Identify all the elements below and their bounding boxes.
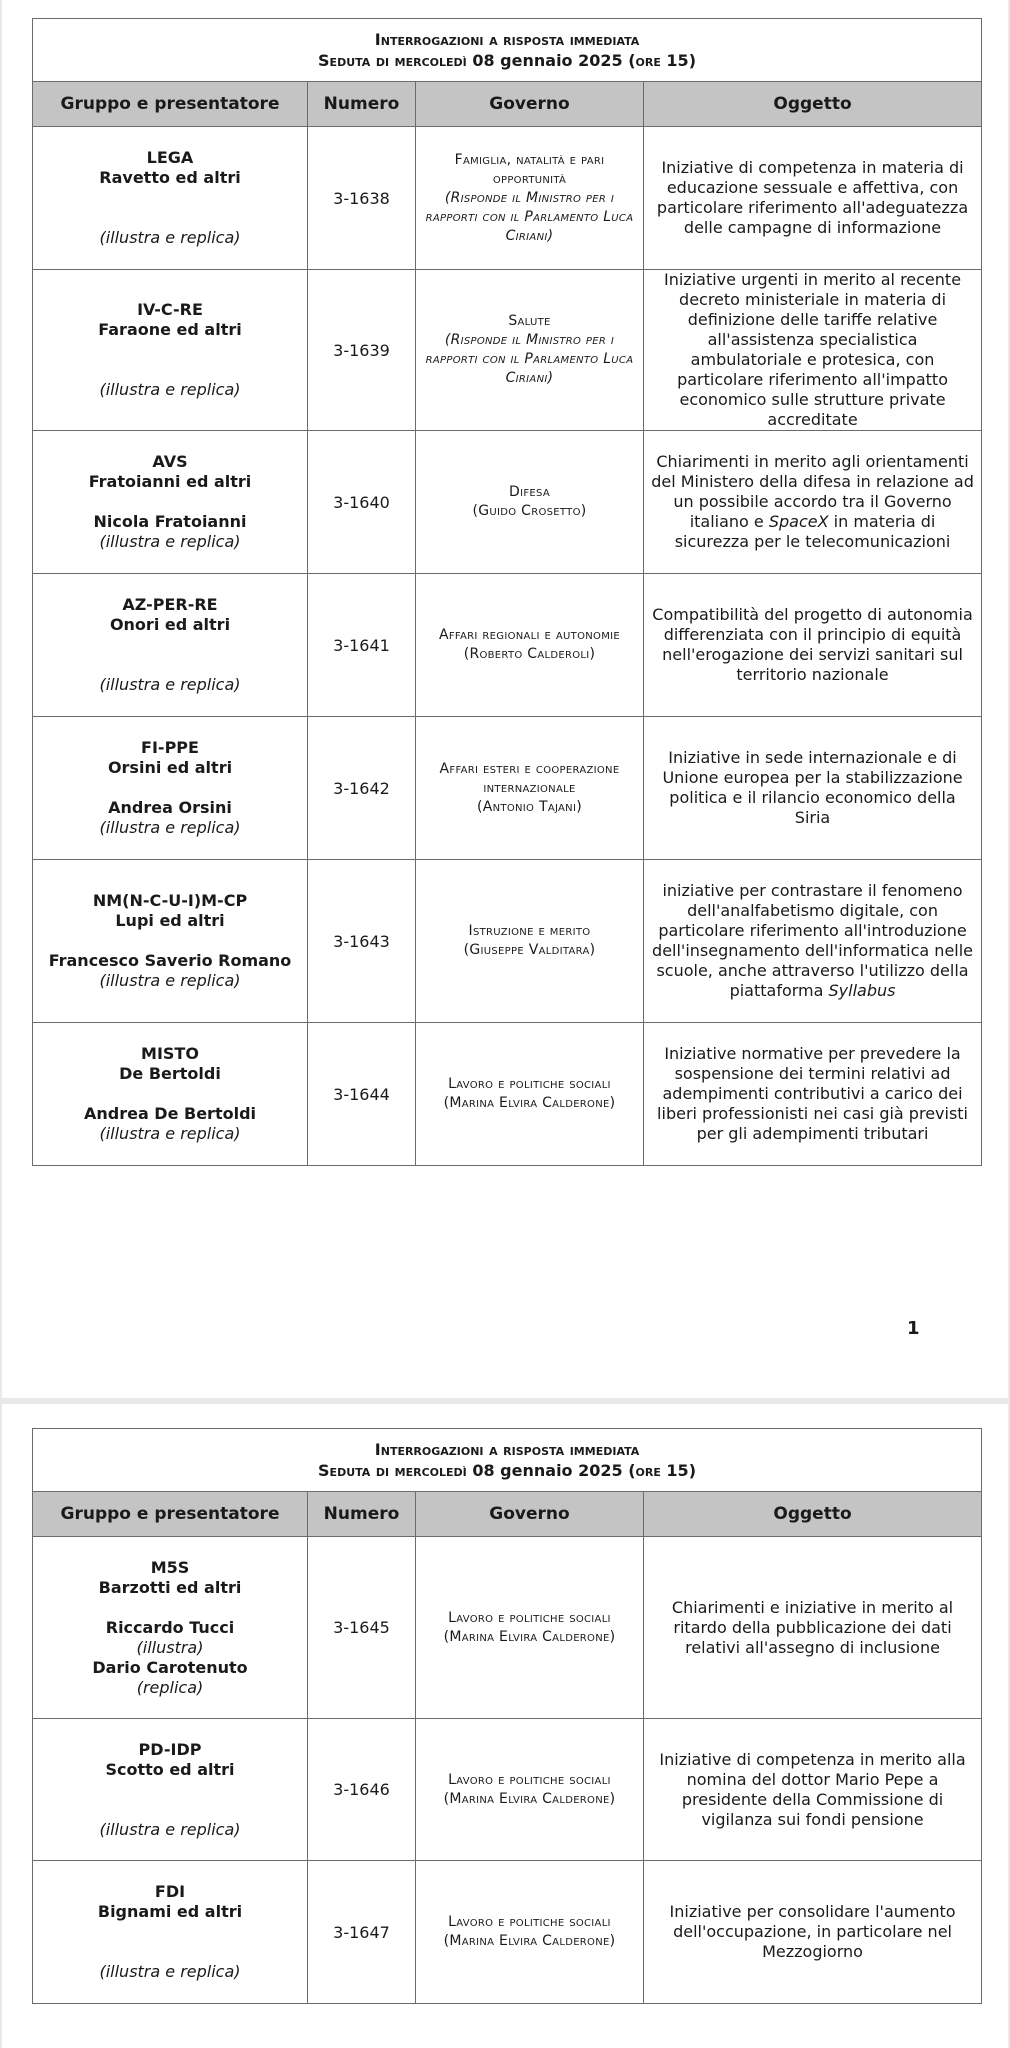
cell-oggetto xyxy=(644,270,982,431)
speaker-name: Riccardo Tucci xyxy=(105,1617,235,1637)
schedule-table xyxy=(32,18,982,1166)
session-subtitle xyxy=(39,1460,975,1481)
group-name: M5S xyxy=(150,1557,190,1577)
cell-gruppo xyxy=(33,127,308,270)
subject-text: Iniziative di competenza in merito alla nomina del dottor Mario Pepe a presidente della Commissione di vigilanza sui fondi pensione xyxy=(659,1749,966,1829)
cell-governo xyxy=(416,860,644,1023)
ministry-name: Lavoro e politiche sociali xyxy=(448,1914,611,1930)
minister-name: (Marina Elvira Calderone) xyxy=(443,1790,616,1807)
subject-text: Iniziative in sede internazionale e di Unione europea per la stabilizzazione politica e il rilancio economico della Siria xyxy=(662,748,963,827)
role-note: (illustra e replica) xyxy=(99,818,241,837)
cell-governo xyxy=(416,1719,644,1861)
column-header-numero: Numero xyxy=(308,82,416,127)
group-name: AVS xyxy=(152,452,188,471)
speaker-name: Andrea De Bertoldi xyxy=(83,1104,257,1123)
subject-emphasis: Syllabus xyxy=(828,981,896,1000)
ministry-name: Salute xyxy=(508,313,551,329)
column-header-governo: Governo xyxy=(416,82,644,127)
cell-gruppo xyxy=(33,1537,308,1719)
group-name: AZ-PER-RE xyxy=(122,595,218,614)
cell-oggetto xyxy=(644,574,982,717)
column-header-gruppo: Gruppo e presentatore xyxy=(33,1492,308,1537)
cell-numero: 3-1639 xyxy=(308,270,416,431)
cell-oggetto xyxy=(644,1719,982,1861)
speaker-name: Andrea Orsini xyxy=(108,798,232,817)
cell-governo xyxy=(416,717,644,860)
cell-governo xyxy=(416,1023,644,1166)
cell-oggetto xyxy=(644,1537,982,1719)
minister-name: (Roberto Calderoli) xyxy=(463,646,596,662)
cell-oggetto xyxy=(644,860,982,1023)
cell-oggetto xyxy=(644,431,982,574)
cell-gruppo xyxy=(33,270,308,431)
table-row xyxy=(33,431,982,574)
group-name: LEGA xyxy=(146,148,194,167)
speaker-name: Nicola Fratoianni xyxy=(93,512,247,531)
group-name: FI-PPE xyxy=(141,738,199,757)
cell-oggetto xyxy=(644,1861,982,2004)
document-title: Interrogazioni a risposta immediata xyxy=(374,1440,640,1459)
cell-gruppo xyxy=(33,860,308,1023)
column-header-oggetto: Oggetto xyxy=(644,1492,982,1537)
cell-gruppo xyxy=(33,1023,308,1166)
subject-emphasis: SpaceX xyxy=(768,512,829,531)
session-time: (ore 15) xyxy=(622,51,697,70)
column-header-numero: Numero xyxy=(308,1492,416,1537)
presenter-name: Onori ed altri xyxy=(109,615,231,634)
group-name: FDI xyxy=(154,1882,186,1901)
cell-governo xyxy=(416,574,644,717)
page-number: 1 xyxy=(907,1318,920,1339)
subject-text: Iniziative urgenti in merito al recente decreto ministeriale in materia di definizione delle tariffe relative all'assistenza specialistica ambulatoriale e protesica, con particolare riferimento all'impatto economico sulle strutture private accreditate xyxy=(664,270,962,429)
role-note: (illustra e replica) xyxy=(99,1962,241,1981)
cell-numero: 3-1644 xyxy=(308,1023,416,1166)
ministry-name: Lavoro e politiche sociali xyxy=(448,1609,611,1626)
ministry-name: Affari esteri e cooperazione internazionale xyxy=(439,760,620,796)
cell-numero: 3-1638 xyxy=(308,127,416,270)
speaker2-name: Dario Carotenuto xyxy=(92,1657,248,1677)
subject-text: Chiarimenti e iniziative in merito al ritardo della pubblicazione dei dati relativi all'assegno di inclusione xyxy=(671,1597,954,1657)
minister-name: (Giuseppe Valditara) xyxy=(463,942,596,958)
ministry-name: Istruzione e merito xyxy=(468,923,591,939)
presenter-name: Barzotti ed altri xyxy=(98,1577,242,1597)
cell-governo xyxy=(416,127,644,270)
group-name: IV-C-RE xyxy=(137,300,203,319)
role-note: (illustra e replica) xyxy=(99,380,241,399)
schedule-table xyxy=(32,1428,982,2004)
cell-numero: 3-1643 xyxy=(308,860,416,1023)
table-row xyxy=(33,717,982,860)
table-row xyxy=(33,1861,982,2004)
table-row xyxy=(33,1537,982,1719)
minister-name: (Marina Elvira Calderone) xyxy=(443,1933,616,1949)
cell-gruppo xyxy=(33,717,308,860)
session-subtitle xyxy=(39,50,975,71)
document-page-2 xyxy=(2,1404,1008,2048)
minister-name: (Marina Elvira Calderone) xyxy=(443,1095,616,1111)
subject-text: iniziative per contrastare il fenomeno dell'analfabetismo digitale, con particolare riferimento all'introduzione dell'insegnamento dell'informatica nelle scuole, anche attraverso l'utilizzo della piattaforma xyxy=(652,881,974,1000)
subtitle-pre: Seduta di mercoledì xyxy=(318,1461,473,1480)
presenter-name: Scotto ed altri xyxy=(105,1759,235,1779)
minister-name: (Risponde il Ministro per i rapporti con il Parlamento Luca Ciriani) xyxy=(425,332,634,386)
subject-text: Iniziative per consolidare l'aumento dell'occupazione, in particolare nel Mezzogiorno xyxy=(669,1902,956,1961)
speaker-name: Francesco Saverio Romano xyxy=(48,951,292,970)
cell-numero: 3-1645 xyxy=(308,1537,416,1719)
cell-numero: 3-1646 xyxy=(308,1719,416,1861)
ministry-name: Famiglia, natalità e pari opportunità xyxy=(454,151,605,187)
table-header-row xyxy=(33,1492,982,1537)
table-row xyxy=(33,127,982,270)
presenter-name: Bignami ed altri xyxy=(97,1902,243,1921)
table-header-row xyxy=(33,82,982,127)
presenter-name: De Bertoldi xyxy=(119,1064,221,1083)
group-name: MISTO xyxy=(141,1044,199,1063)
column-header-gruppo: Gruppo e presentatore xyxy=(33,82,308,127)
table-row xyxy=(33,1023,982,1166)
role-note: (illustra e replica) xyxy=(99,1819,241,1839)
ministry-name: Lavoro e politiche sociali xyxy=(448,1076,611,1092)
minister-name: (Antonio Tajani) xyxy=(477,798,582,815)
table-title-row xyxy=(33,19,982,82)
cell-gruppo xyxy=(33,1861,308,2004)
role-note: (illustra e replica) xyxy=(99,971,241,990)
column-header-oggetto: Oggetto xyxy=(644,82,982,127)
cell-numero: 3-1641 xyxy=(308,574,416,717)
subject-text-end: in materia di sicurezza per le telecomunicazioni xyxy=(674,512,951,551)
cell-numero: 3-1642 xyxy=(308,717,416,860)
column-header-governo: Governo xyxy=(416,1492,644,1537)
subject-text: Chiarimenti in merito agli orientamenti del Ministero della difesa in relazione ad un possibile accordo tra il Governo italiano e xyxy=(651,452,974,531)
presenter-name: Faraone ed altri xyxy=(98,320,242,339)
session-date: 08 gennaio 2025 xyxy=(472,51,623,70)
ministry-name: Affari regionali e autonomie xyxy=(438,627,621,643)
session-time: (ore 15) xyxy=(622,1461,697,1480)
cell-oggetto xyxy=(644,717,982,860)
subtitle-pre: Seduta di mercoledì xyxy=(318,51,473,70)
group-name: PD-IDP xyxy=(138,1739,202,1759)
role-note: (illustra e replica) xyxy=(99,532,241,551)
role-note: (illustra e replica) xyxy=(99,675,241,694)
role-note: (illustra e replica) xyxy=(99,1124,241,1143)
subject-text: Iniziative di competenza in materia di educazione sessuale e affettiva, con particolare riferimento all'adeguatezza delle campagne di informazione xyxy=(656,158,969,237)
cell-oggetto xyxy=(644,127,982,270)
table-row xyxy=(33,270,982,431)
speaker-role: (illustra) xyxy=(136,1637,204,1657)
table-row xyxy=(33,574,982,717)
subject-text: Compatibilità del progetto di autonomia differenziata con il principio di equità nell'erogazione dei servizi sanitari sul territorio nazionale xyxy=(652,605,973,684)
cell-gruppo xyxy=(33,1719,308,1861)
presenter-name: Orsini ed altri xyxy=(107,758,233,777)
presenter-name: Lupi ed altri xyxy=(115,911,225,930)
session-date: 08 gennaio 2025 xyxy=(472,1461,623,1480)
role-note: (illustra e replica) xyxy=(99,228,241,247)
document-page-1 xyxy=(2,0,1008,1398)
ministry-name: Difesa xyxy=(509,484,550,500)
table-row xyxy=(33,1719,982,1861)
cell-governo xyxy=(416,431,644,574)
cell-gruppo xyxy=(33,574,308,717)
minister-name: (Marina Elvira Calderone) xyxy=(443,1628,616,1645)
cell-governo xyxy=(416,270,644,431)
document-title: Interrogazioni a risposta immediata xyxy=(374,30,640,49)
speaker2-role: (replica) xyxy=(136,1677,204,1697)
cell-gruppo xyxy=(33,431,308,574)
presenter-name: Fratoianni ed altri xyxy=(88,472,252,491)
cell-numero: 3-1640 xyxy=(308,431,416,574)
table-row xyxy=(33,860,982,1023)
ministry-name: Lavoro e politiche sociali xyxy=(448,1771,611,1788)
minister-name: (Risponde il Ministro per i rapporti con il Parlamento Luca Ciriani) xyxy=(425,189,634,244)
minister-name: (Guido Crosetto) xyxy=(472,503,587,519)
subject-text: Iniziative normative per prevedere la sospensione dei termini relativi ad adempimenti contributivi a carico dei liberi professionisti nei casi già previsti per gli adempimenti tributari xyxy=(657,1044,968,1143)
table-title-row xyxy=(33,1429,982,1492)
cell-numero: 3-1647 xyxy=(308,1861,416,2004)
group-name: NM(N-C-U-I)M-CP xyxy=(92,891,248,910)
cell-governo xyxy=(416,1861,644,2004)
cell-oggetto xyxy=(644,1023,982,1166)
presenter-name: Ravetto ed altri xyxy=(99,168,241,187)
cell-governo xyxy=(416,1537,644,1719)
